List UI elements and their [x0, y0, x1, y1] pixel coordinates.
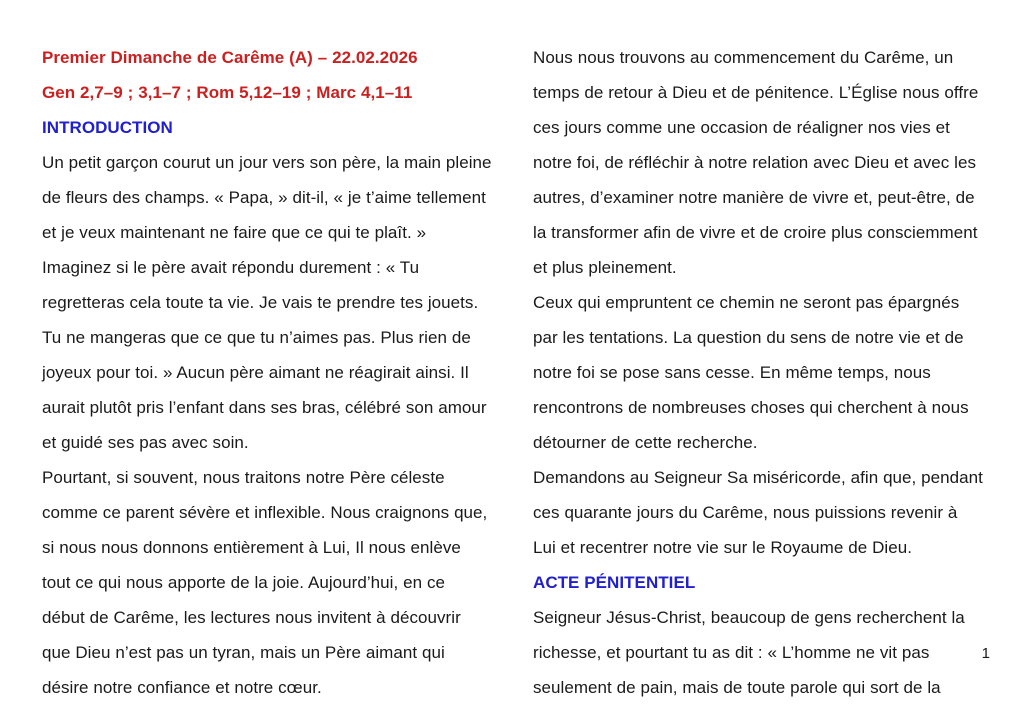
section-heading-acte-penitentiel: ACTE PÉNITENTIEL: [533, 573, 696, 592]
right-paragraph-2: Ceux qui empruntent ce chemin ne seront pas épargnés par les tentations. La question du sens de notre vie et de notre foi se pose sans cesse. En même temps, nous rencontrons de nombreuses choses qui cherchent à nous détourner de cette recherche.: [533, 293, 969, 452]
right-paragraph-3: Demandons au Seigneur Sa miséricorde, afin que, pendant ces quarante jours du Carême, nous puissions revenir à Lui et recentrer notre vie sur le Royaume de Dieu.: [533, 468, 983, 557]
right-paragraph-4: Seigneur Jésus-Christ, beaucoup de gens recherchent la richesse, et pourtant tu as dit : « L’homme ne vit pas seulement de pain, mais de toute parole qui sort de la: [533, 608, 965, 697]
right-paragraph-1: Nous nous trouvons au commencement du Carême, un temps de retour à Dieu et de pénitence. L’Église nous offre ces jours comme une occasion de réaligner nos vies et notre foi, de réfléchir à notre relation avec Dieu et avec les autres, d’examiner notre manière de vivre et, peut-être, de la transformer afin de vivre et de croire plus consciemment et plus pleinement.: [533, 48, 979, 277]
scripture-readings: Gen 2,7–9 ; 3,1–7 ; Rom 5,12–19 ; Marc 4,1–11: [42, 83, 413, 102]
document-title: Premier Dimanche de Carême (A) – 22.02.2026: [42, 48, 418, 67]
left-paragraph-1: Un petit garçon courut un jour vers son père, la main pleine de fleurs des champs. « Papa, » dit-il, « je t’aime tellement et je veux maintenant ne faire que ce qui te plaît. » Imaginez si le père avait répondu durement : « Tu regretteras cela toute ta vie. Je vais te prendre tes jouets. Tu ne mangeras que ce que tu n’aimes pas. Plus rien de joyeux pour toi. » Aucun père aimant ne réagirait ainsi. Il aurait plutôt pris l’enfant dans ses bras, célébré son amour et guidé ses pas avec soin.: [42, 153, 492, 452]
right-column: [533, 40, 983, 705]
page-number: 1: [981, 645, 990, 662]
left-paragraph-2: Pourtant, si souvent, nous traitons notre Père céleste comme ce parent sévère et inflexible. Nous craignons que, si nous nous donnons entièrement à Lui, Il nous enlève tout ce qui nous apporte de la joie. Aujourd’hui, en ce début de Carême, les lectures nous invitent à découvrir que Dieu n’est pas un tyran, mais un Père aimant qui désire notre confiance et notre cœur.: [42, 468, 488, 697]
section-heading-introduction: INTRODUCTION: [42, 118, 173, 137]
left-column: [42, 40, 492, 705]
